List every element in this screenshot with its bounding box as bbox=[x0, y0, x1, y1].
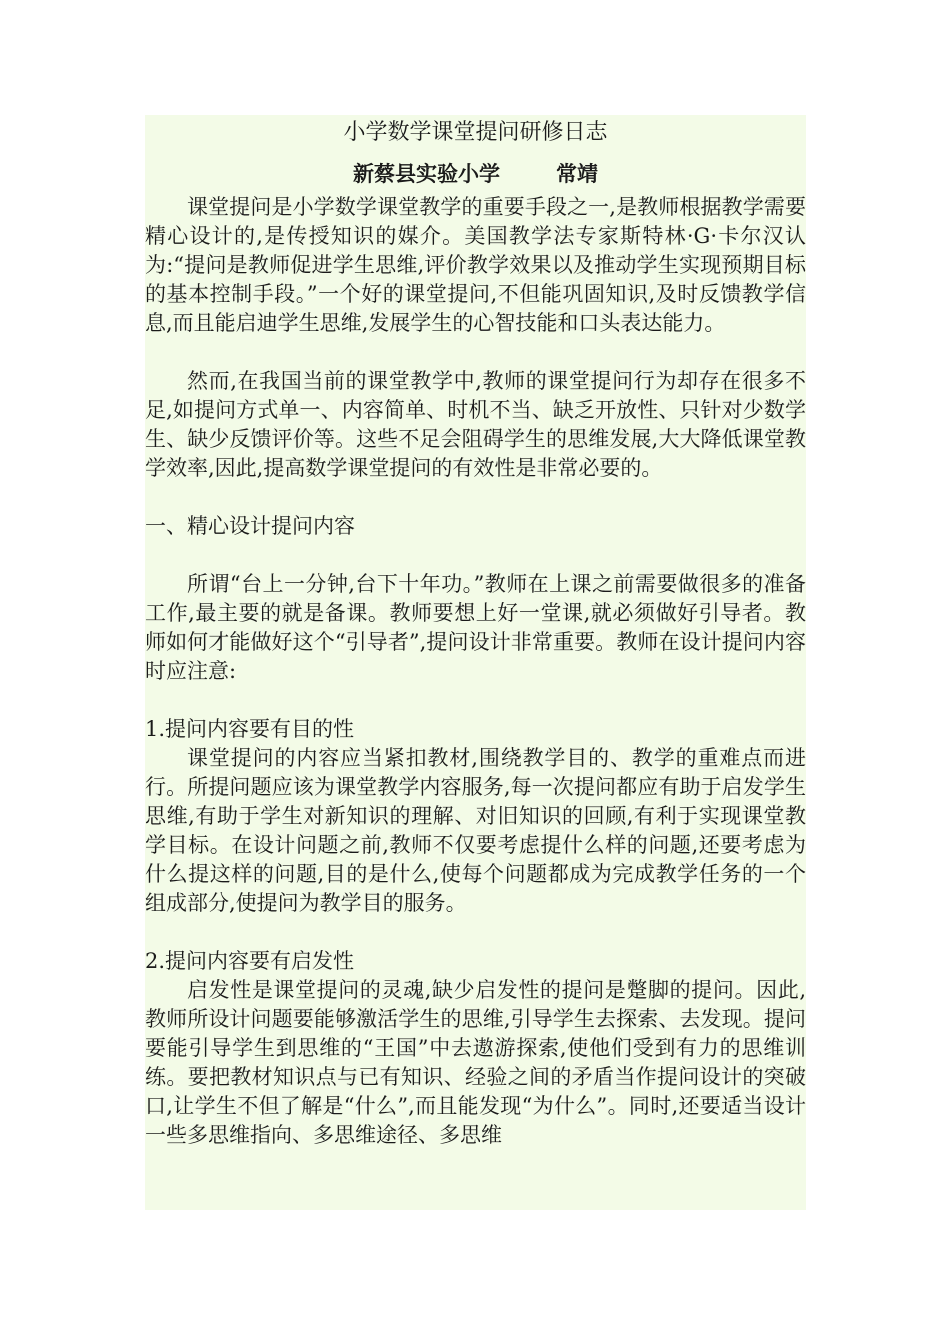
point-2-heading: 2.提问内容要有启发性 bbox=[145, 949, 355, 973]
blank-line bbox=[145, 338, 806, 367]
paragraph-point-1: 课堂提问的内容应当紧扣教材,围绕教学目的、教学的重难点而进行。所提问题应该为课堂教学内容服务,每一次提问都应有助于启发学生思维,有助于学生对新知识的理解、对旧知识的回顾,有利于实现课堂教学目标。在设计问题之前,教师不仅要考虑提什么样的问题,还要考虑为什么提这样的问题,目的是什么,使每个问题都成为完成教学任务的一个组成部分,使提问为教学目的服务。 bbox=[145, 746, 806, 915]
paragraph-section-1: 所谓“台上一分钟,台下十年功。”教师在上课之前需要做很多的准备工作,最主要的就是备课。教师要想上好一堂课,就必须做好引导者。教师如何才能做好这个“引导者”,提问设计非常重要。教师在设计提问内容时应注意: bbox=[145, 572, 806, 683]
document-title: 小学数学课堂提问研修日志 bbox=[343, 120, 608, 145]
paragraph-point-2: 启发性是课堂提问的灵魂,缺少启发性的提问是蹩脚的提问。因此,教师所设计问题要能够激活学生的思维,引导学生去探索、去发现。提问要能引导学生到思维的“王国”中去遨游探索,使他们受到有力的思维训练。要把教材知识点与已有知识、经验之间的矛盾当作提问设计的突破口,让学生不但了解是“什么”,而且能发现“为什么”。同时,还要适当设计一些多思维指向、多思维途径、多思维 bbox=[145, 978, 806, 1147]
blank-line bbox=[145, 483, 806, 512]
document-page bbox=[145, 115, 806, 1210]
author-name: 常靖 bbox=[556, 162, 598, 186]
blank-line bbox=[145, 541, 806, 570]
document-byline bbox=[145, 159, 806, 189]
paragraph-intro-2: 然而,在我国当前的课堂教学中,教师的课堂提问行为却存在很多不足,如提问方式单一、内容简单、时机不当、缺乏开放性、只针对少数学生、缺少反馈评价等。这些不足会阻碍学生的思维发展,大大降低课堂教学效率,因此,提高数学课堂提问的有效性是非常必要的。 bbox=[145, 369, 806, 480]
blank-line bbox=[145, 686, 806, 715]
blank-line bbox=[145, 918, 806, 947]
paragraph-intro-1: 课堂提问是小学数学课堂教学的重要手段之一,是教师根据教学需要精心设计的,是传授知识的媒介。美国教学法专家斯特林·G·卡尔汉认为:“提问是教师促进学生思维,评价教学效果以及推动学生实现预期目标的基本控制手段。”一个好的课堂提问,不但能巩固知识,及时反馈教学信息,而且能启迪学生思维,发展学生的心智技能和口头表达能力。 bbox=[145, 195, 806, 335]
point-1-heading: 1.提问内容要有目的性 bbox=[145, 717, 355, 741]
section-1-heading: 一、精心设计提问内容 bbox=[145, 514, 355, 538]
school-name: 新蔡县实验小学 bbox=[353, 162, 500, 186]
